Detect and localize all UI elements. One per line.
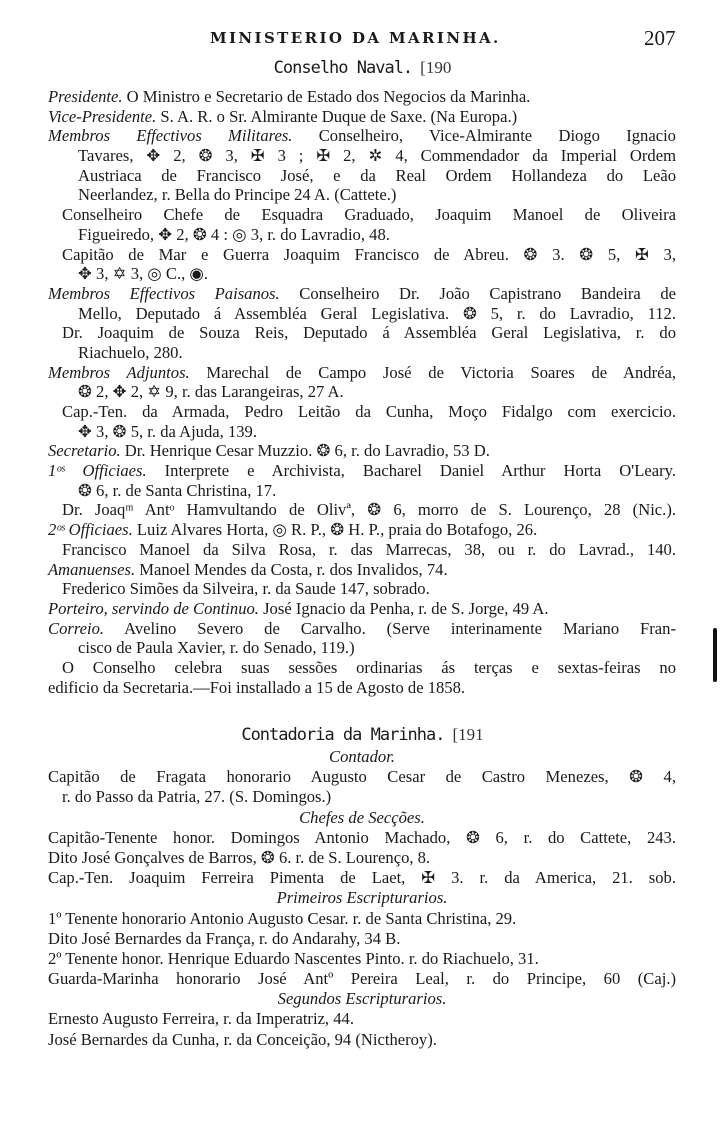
- scan-edge-mark: [713, 628, 717, 682]
- entry-text: S. A. R. o Sr. Almirante Duque de Saxe. (Na Europa.): [156, 106, 518, 126]
- entry-line: [48, 363, 676, 383]
- entry-text: Marechal de Campo José de Victoria Soares de Andréa,: [189, 362, 676, 382]
- entry-line: Tavares, ✥ 2, ❂ 3, ✠ 3 ; ✠ 2, ✲ 4, Commendador da Imperial Ordem: [78, 146, 676, 166]
- entry-line: Austriaca de Francisco José, e da Real Ordem Hollandeza do Leão: [78, 165, 676, 185]
- running-title: MINISTERIO DA MARINHA.: [210, 29, 501, 47]
- entry-line: Mello, Deputado á Assembléa Geral Legislativa. ❂ 5, r. do Lavradio, 112.: [78, 303, 676, 323]
- entry-text: Manoel Mendes da Costa, r. dos Invalidos, 74.: [135, 559, 448, 579]
- section-number: [191: [452, 725, 484, 744]
- entry-line: Dito José Bernardes da França, r. do Andarahy, 34 B.: [48, 928, 401, 948]
- entry-label: Amanuenses.: [48, 559, 136, 579]
- entry-text: José Ignacio da Penha, r. de S. Jorge, 49 A.: [258, 598, 549, 618]
- entry-text: Dr. Henrique Cesar Muzzio. ❂ 6, r. do Lavradio, 53 D.: [120, 441, 490, 461]
- entry-label: Porteiro, servindo de Continuo.: [48, 598, 259, 618]
- entry-line: O Conselho celebra suas sessões ordinarias ás terças e sextas-feiras no: [62, 657, 676, 677]
- entry-line: [48, 560, 676, 580]
- entry-line: José Bernardes da Cunha, r. da Conceição, 94 (Nictheroy).: [48, 1029, 437, 1049]
- entry-line: Guarda-Marinha honorario José Antº Pereira Leal, r. do Principe, 60 (Caj.): [48, 969, 676, 989]
- page-number: 207: [644, 26, 676, 50]
- entry-line: Dr. Joaquim de Souza Reis, Deputado á Assembléa Geral Legislativa, r. do: [62, 323, 676, 343]
- entry-line: ❂ 2, ✥ 2, ✡ 9, r. das Larangeiras, 27 A.: [78, 382, 344, 402]
- entry-label: 1ᵒˢ Officiaes.: [48, 461, 147, 481]
- entry-line: Conselheiro Chefe de Esquadra Graduado, Joaquim Manoel de Oliveira: [62, 205, 676, 225]
- entry-line: [48, 284, 676, 304]
- section-heading-conselho: [0, 58, 725, 78]
- entry-line: [48, 461, 676, 481]
- entry-label: Membros Effectivos Militares.: [48, 126, 293, 146]
- entry-line: Figueiredo, ✥ 2, ❂ 4 : ◎ 3, r. do Lavradio, 48.: [78, 224, 390, 244]
- entry-line: ❂ 6, r. de Santa Christina, 17.: [78, 480, 277, 500]
- entry-line: Cap.-Ten. Joaquim Ferreira Pimenta de Laet, ✠ 3. r. da America, 21. sob.: [48, 868, 676, 888]
- section-number: [190: [420, 58, 452, 77]
- entry-line: [48, 107, 676, 127]
- section-title: Conselho Naval.: [273, 58, 413, 78]
- entry-line: [48, 87, 676, 107]
- entry-text: Conselheiro Dr. João Capistrano Bandeira de: [279, 283, 676, 303]
- entry-line: [48, 126, 676, 146]
- entry-label: Membros Effectivos Paisanos.: [48, 283, 280, 303]
- subheading-segundos: Segundos Escripturarios.: [277, 989, 447, 1009]
- subheading-primeiros: Primeiros Escripturarios.: [276, 888, 448, 908]
- contadoria-section: [48, 747, 676, 1050]
- entry-line: Capitão de Fragata honorario Augusto Cesar de Castro Menezes, ❂ 4,: [48, 767, 676, 787]
- entry-line: Neerlandez, r. Bella do Principe 24 A. (Cattete.): [78, 185, 397, 205]
- entry-label: Presidente.: [48, 87, 123, 106]
- entry-line: Dito José Gonçalves de Barros, ❂ 6. r. de S. Lourenço, 8.: [48, 847, 431, 867]
- entry-label: Correio.: [48, 618, 105, 638]
- entry-line: Ernesto Augusto Ferreira, r. da Imperatriz, 44.: [48, 1009, 354, 1029]
- entry-line: Dr. Joaqᵐ Antᵒ Hamvultando de Olivª, ❂ 6, morro de S. Lourenço, 28 (Nic.).: [62, 500, 676, 520]
- entry-line: [48, 520, 676, 540]
- entry-line: Francisco Manoel da Silva Rosa, r. das Marrecas, 38, ou r. do Lavrad., 140.: [62, 539, 676, 559]
- entry-line: Cap.-Ten. da Armada, Pedro Leitão da Cunha, Moço Fidalgo com exercicio.: [62, 402, 676, 421]
- running-head: [0, 26, 725, 51]
- entry-text: Avelino Severo de Carvalho. (Serve interinamente Mariano Fran-: [104, 618, 676, 638]
- entry-label: Membros Adjuntos.: [48, 362, 190, 382]
- entry-line: cisco de Paula Xavier, r. do Senado, 119.): [78, 638, 355, 658]
- section-title: Contadoria da Marinha.: [241, 725, 445, 745]
- entry-line: [48, 599, 676, 619]
- entry-label: Vice-Presidente.: [48, 106, 157, 126]
- entry-text: Conselheiro, Vice-Almirante Diogo Ignacio: [292, 126, 676, 146]
- entry-label: 2ᵒˢ Officiaes.: [48, 520, 133, 540]
- entry-line: 2º Tenente honor. Henrique Eduardo Nascentes Pinto. r. do Riachuelo, 31.: [48, 948, 539, 968]
- subheading-contador: Contador.: [329, 747, 395, 766]
- entry-text: Luiz Alvares Horta, ◎ R. P., ❂ H. P., praia do Botafogo, 26.: [132, 520, 538, 540]
- entry-line: Frederico Simões da Silveira, r. da Saude 147, sobrado.: [62, 579, 430, 599]
- entry-line: ✥ 3, ❂ 5, r. da Ajuda, 139.: [78, 421, 257, 441]
- entry-text: O Ministro e Secretario de Estado dos Negocios da Marinha.: [122, 87, 531, 106]
- entry-label: Secretario.: [48, 441, 121, 461]
- entry-line: [48, 441, 676, 461]
- entry-line: edificio da Secretaria.—Foi installado a 15 de Agosto de 1858.: [48, 677, 466, 697]
- conselho-naval-section: [48, 87, 676, 697]
- entry-line: ✥ 3, ✡ 3, ◎ C., ◉.: [78, 264, 209, 284]
- section-heading-contadoria: [0, 725, 725, 745]
- entry-line: 1º Tenente honorario Antonio Augusto Cesar. r. de Santa Christina, 29.: [48, 908, 517, 928]
- subheading-chefes: Chefes de Secções.: [299, 807, 425, 827]
- entry-line: r. do Passo da Patria, 27. (S. Domingos.): [62, 787, 332, 807]
- entry-line: Capitão-Tenente honor. Domingos Antonio Machado, ❂ 6, r. do Cattete, 243.: [48, 827, 676, 847]
- entry-line: [48, 619, 676, 639]
- entry-line: Riachuelo, 280.: [78, 342, 183, 362]
- entry-line: Capitão de Mar e Guerra Joaquim Francisco de Abreu. ❂ 3. ❂ 5, ✠ 3,: [62, 244, 676, 264]
- entry-text: Interprete e Archivista, Bacharel Daniel Arthur Horta O'Leary.: [146, 461, 676, 481]
